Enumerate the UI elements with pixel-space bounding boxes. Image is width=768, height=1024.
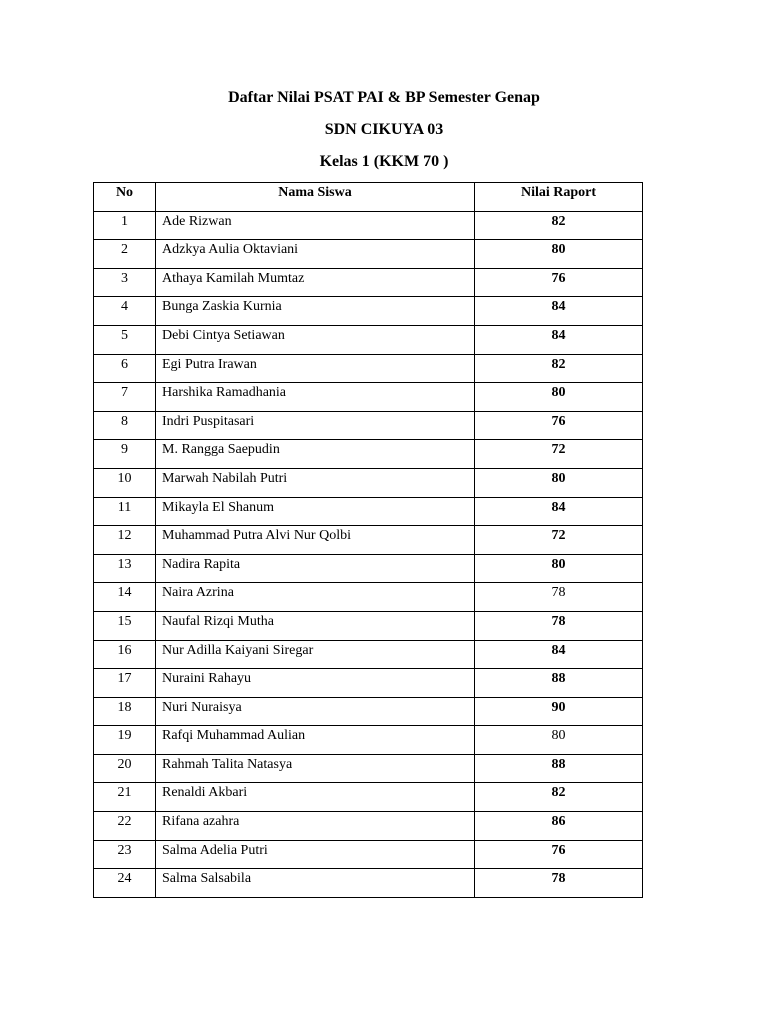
table-row bbox=[94, 325, 643, 354]
table-row bbox=[94, 726, 643, 755]
row-number: 18 bbox=[94, 697, 156, 726]
student-name: Nadira Rapita bbox=[156, 554, 475, 583]
table-row bbox=[94, 697, 643, 726]
row-number: 5 bbox=[94, 325, 156, 354]
header-no: No bbox=[94, 183, 156, 212]
student-name: Egi Putra Irawan bbox=[156, 354, 475, 383]
student-name: Bunga Zaskia Kurnia bbox=[156, 297, 475, 326]
table-row bbox=[94, 526, 643, 555]
row-number: 12 bbox=[94, 526, 156, 555]
row-number: 20 bbox=[94, 754, 156, 783]
report-grade: 82 bbox=[475, 211, 643, 240]
report-grade: 80 bbox=[475, 240, 643, 269]
report-grade: 78 bbox=[475, 611, 643, 640]
table-row bbox=[94, 840, 643, 869]
row-number: 23 bbox=[94, 840, 156, 869]
student-name: Renaldi Akbari bbox=[156, 783, 475, 812]
student-name: Marwah Nabilah Putri bbox=[156, 468, 475, 497]
report-grade: 88 bbox=[475, 754, 643, 783]
report-grade: 72 bbox=[475, 526, 643, 555]
student-name: Nur Adilla Kaiyani Siregar bbox=[156, 640, 475, 669]
report-grade: 84 bbox=[475, 497, 643, 526]
document-title: Daftar Nilai PSAT PAI & BP Semester Genap bbox=[228, 89, 540, 106]
table-row bbox=[94, 468, 643, 497]
table-row bbox=[94, 497, 643, 526]
report-grade: 80 bbox=[475, 468, 643, 497]
student-name: Debi Cintya Setiawan bbox=[156, 325, 475, 354]
report-grade: 76 bbox=[475, 840, 643, 869]
table-row bbox=[94, 783, 643, 812]
report-grade: 82 bbox=[475, 354, 643, 383]
row-number: 8 bbox=[94, 411, 156, 440]
row-number: 21 bbox=[94, 783, 156, 812]
student-name: Athaya Kamilah Mumtaz bbox=[156, 268, 475, 297]
report-grade: 84 bbox=[475, 640, 643, 669]
student-name: Rahmah Talita Natasya bbox=[156, 754, 475, 783]
student-name: Adzkya Aulia Oktaviani bbox=[156, 240, 475, 269]
student-name: Harshika Ramadhania bbox=[156, 383, 475, 412]
table-row bbox=[94, 411, 643, 440]
table-row bbox=[94, 440, 643, 469]
report-grade: 82 bbox=[475, 783, 643, 812]
row-number: 10 bbox=[94, 468, 156, 497]
report-grade: 88 bbox=[475, 669, 643, 698]
table-header-row bbox=[94, 183, 643, 212]
table-row bbox=[94, 297, 643, 326]
row-number: 13 bbox=[94, 554, 156, 583]
report-grade: 78 bbox=[475, 583, 643, 612]
student-name: Nuri Nuraisya bbox=[156, 697, 475, 726]
grades-table bbox=[93, 182, 643, 898]
report-grade: 72 bbox=[475, 440, 643, 469]
student-name: Muhammad Putra Alvi Nur Qolbi bbox=[156, 526, 475, 555]
table-row bbox=[94, 669, 643, 698]
table-row bbox=[94, 240, 643, 269]
report-grade: 80 bbox=[475, 726, 643, 755]
report-grade: 84 bbox=[475, 325, 643, 354]
row-number: 7 bbox=[94, 383, 156, 412]
report-grade: 80 bbox=[475, 383, 643, 412]
table-row bbox=[94, 754, 643, 783]
row-number: 19 bbox=[94, 726, 156, 755]
table-row bbox=[94, 354, 643, 383]
student-name: Naufal Rizqi Mutha bbox=[156, 611, 475, 640]
report-grade: 78 bbox=[475, 869, 643, 898]
row-number: 6 bbox=[94, 354, 156, 383]
row-number: 2 bbox=[94, 240, 156, 269]
table-row bbox=[94, 554, 643, 583]
row-number: 14 bbox=[94, 583, 156, 612]
report-grade: 90 bbox=[475, 697, 643, 726]
row-number: 1 bbox=[94, 211, 156, 240]
report-grade: 76 bbox=[475, 411, 643, 440]
student-name: Indri Puspitasari bbox=[156, 411, 475, 440]
table-row bbox=[94, 611, 643, 640]
report-grade: 80 bbox=[475, 554, 643, 583]
row-number: 4 bbox=[94, 297, 156, 326]
row-number: 9 bbox=[94, 440, 156, 469]
class-info: Kelas 1 (KKM 70 ) bbox=[319, 153, 449, 170]
row-number: 11 bbox=[94, 497, 156, 526]
student-name: Ade Rizwan bbox=[156, 211, 475, 240]
table-row bbox=[94, 869, 643, 898]
table-row bbox=[94, 640, 643, 669]
report-grade: 86 bbox=[475, 812, 643, 841]
student-name: Salma Adelia Putri bbox=[156, 840, 475, 869]
report-grade: 76 bbox=[475, 268, 643, 297]
student-name: Rifana azahra bbox=[156, 812, 475, 841]
student-name: Mikayla El Shanum bbox=[156, 497, 475, 526]
school-name: SDN CIKUYA 03 bbox=[324, 121, 444, 138]
row-number: 16 bbox=[94, 640, 156, 669]
row-number: 17 bbox=[94, 669, 156, 698]
row-number: 24 bbox=[94, 869, 156, 898]
table-row bbox=[94, 583, 643, 612]
row-number: 3 bbox=[94, 268, 156, 297]
table-row bbox=[94, 383, 643, 412]
row-number: 22 bbox=[94, 812, 156, 841]
row-number: 15 bbox=[94, 611, 156, 640]
header-student-name: Nama Siswa bbox=[156, 183, 475, 212]
table-row bbox=[94, 812, 643, 841]
student-name: Naira Azrina bbox=[156, 583, 475, 612]
student-name: Rafqi Muhammad Aulian bbox=[156, 726, 475, 755]
student-name: Salma Salsabila bbox=[156, 869, 475, 898]
student-name: Nuraini Rahayu bbox=[156, 669, 475, 698]
student-name: M. Rangga Saepudin bbox=[156, 440, 475, 469]
table-row bbox=[94, 268, 643, 297]
table-row bbox=[94, 211, 643, 240]
header-report-grade: Nilai Raport bbox=[475, 183, 643, 212]
report-grade: 84 bbox=[475, 297, 643, 326]
grades-table-body bbox=[94, 211, 643, 897]
